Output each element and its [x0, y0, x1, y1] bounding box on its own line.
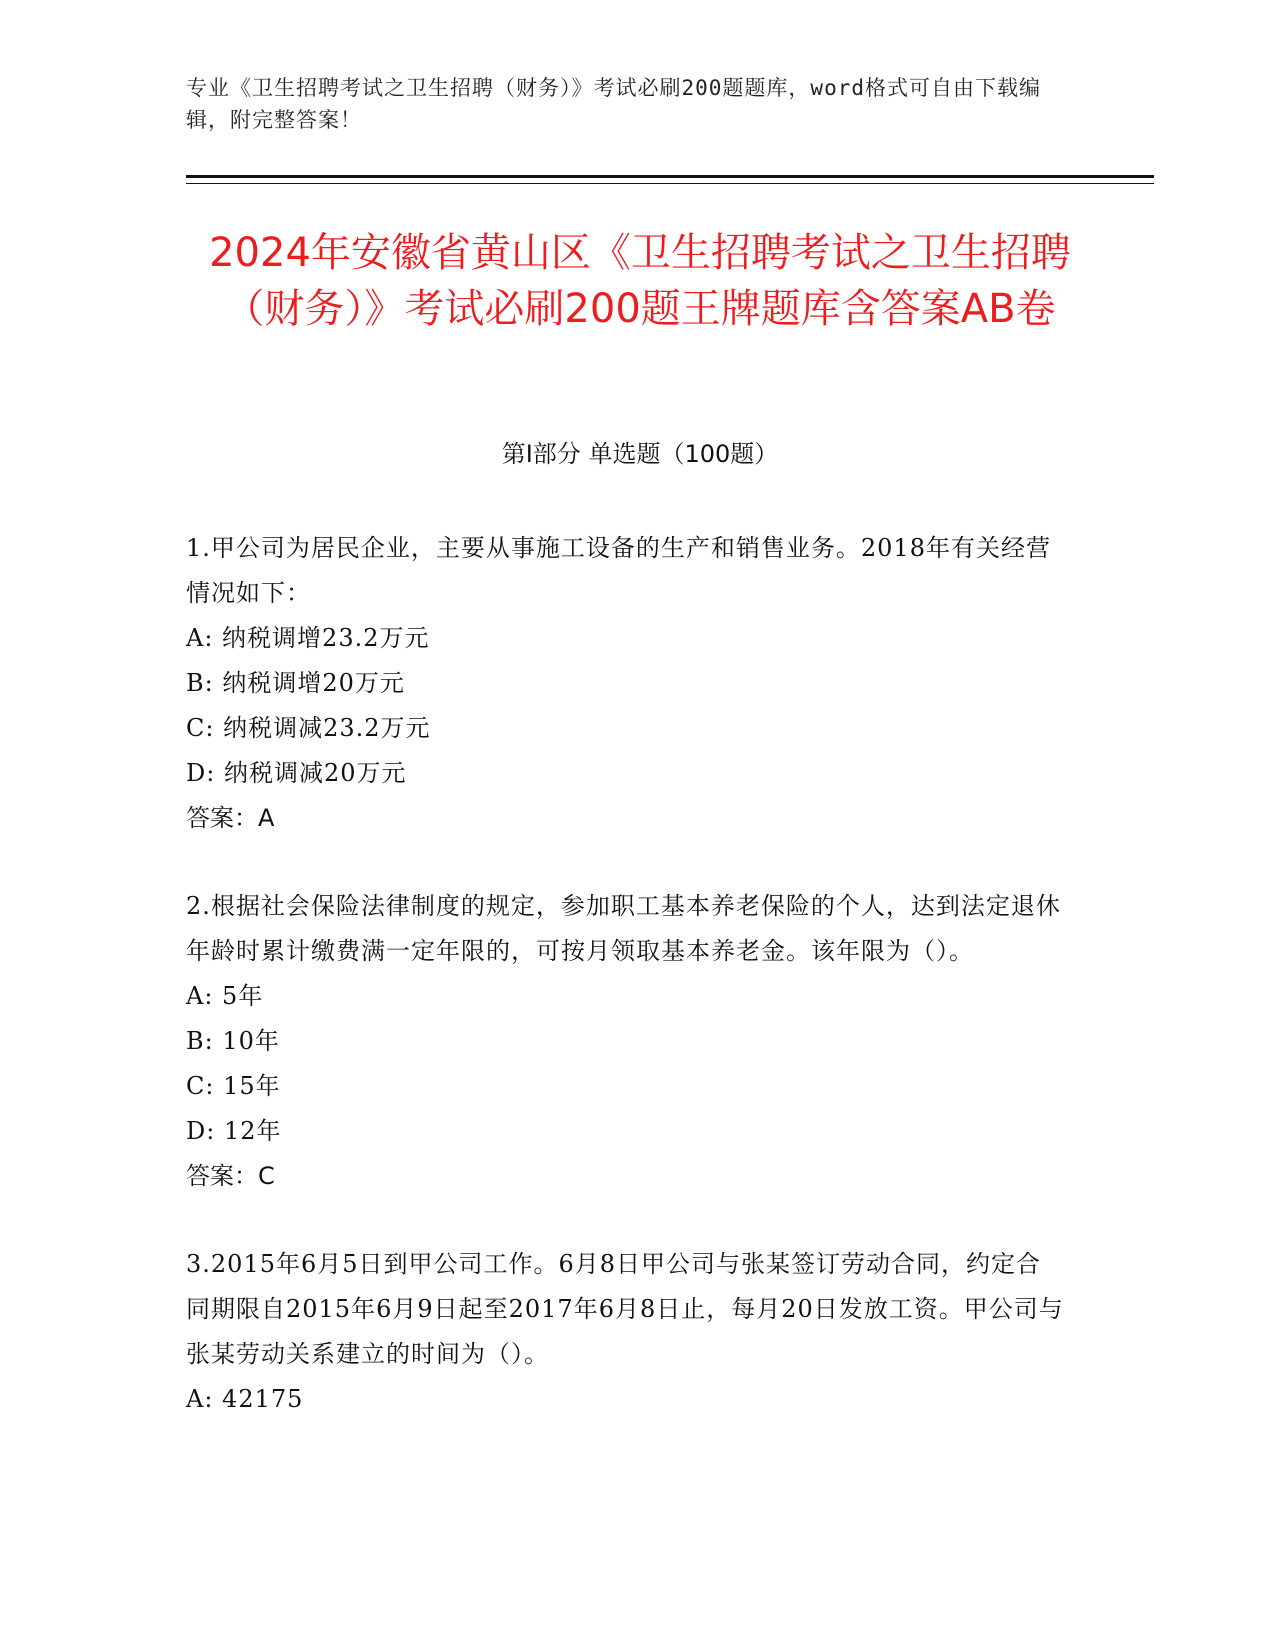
question-text: 3.2015年6月5日到甲公司工作。6月8日甲公司与张某签订劳动合同，约定合同期限自2015年6月9日起至2017年6月8日止，每月20日发放工资。甲公司与张某劳动关系建立的时间为（）。: [186, 1250, 1064, 1368]
option-c: C: 15年: [186, 1072, 281, 1100]
option-b: B: 纳税调增20万元: [186, 669, 405, 697]
header-rule-thin: [186, 183, 1154, 184]
option-a: A: 纳税调增23.2万元: [186, 624, 430, 652]
question-text: 2.根据社会保险法律制度的规定，参加职工基本养老保险的个人，达到法定退休年龄时累计缴费满一定年限的，可按月领取基本养老金。该年限为（）。: [186, 892, 1061, 965]
option-a: A: 42175: [186, 1385, 304, 1413]
question-2: [186, 884, 1066, 1199]
header-rule-thick: [186, 175, 1154, 178]
document-title: 2024年安徽省黄山区《卫生招聘考试之卫生招聘（财务）》考试必刷200题王牌题库含答案AB卷: [209, 230, 1071, 332]
question-3: [186, 1242, 1066, 1422]
answer-line: 答案：A: [186, 804, 275, 832]
option-d: D: 12年: [186, 1117, 282, 1145]
question-1: [186, 526, 1066, 841]
option-a: A: 5年: [186, 982, 264, 1010]
answer-line: 答案：C: [186, 1162, 275, 1190]
question-list: [186, 526, 1066, 1465]
option-d: D: 纳税调减20万元: [186, 759, 407, 787]
option-c: C: 纳税调减23.2万元: [186, 714, 431, 742]
question-text: 1.甲公司为居民企业，主要从事施工设备的生产和销售业务。2018年有关经营情况如下：: [186, 534, 1051, 607]
header-note: 专业《卫生招聘考试之卫生招聘（财务）》考试必刷200题题库，word格式可自由下载编辑，附完整答案！: [186, 76, 1041, 132]
section-heading: 第Ⅰ部分 单选题（100题）: [501, 440, 779, 468]
option-b: B: 10年: [186, 1027, 280, 1055]
